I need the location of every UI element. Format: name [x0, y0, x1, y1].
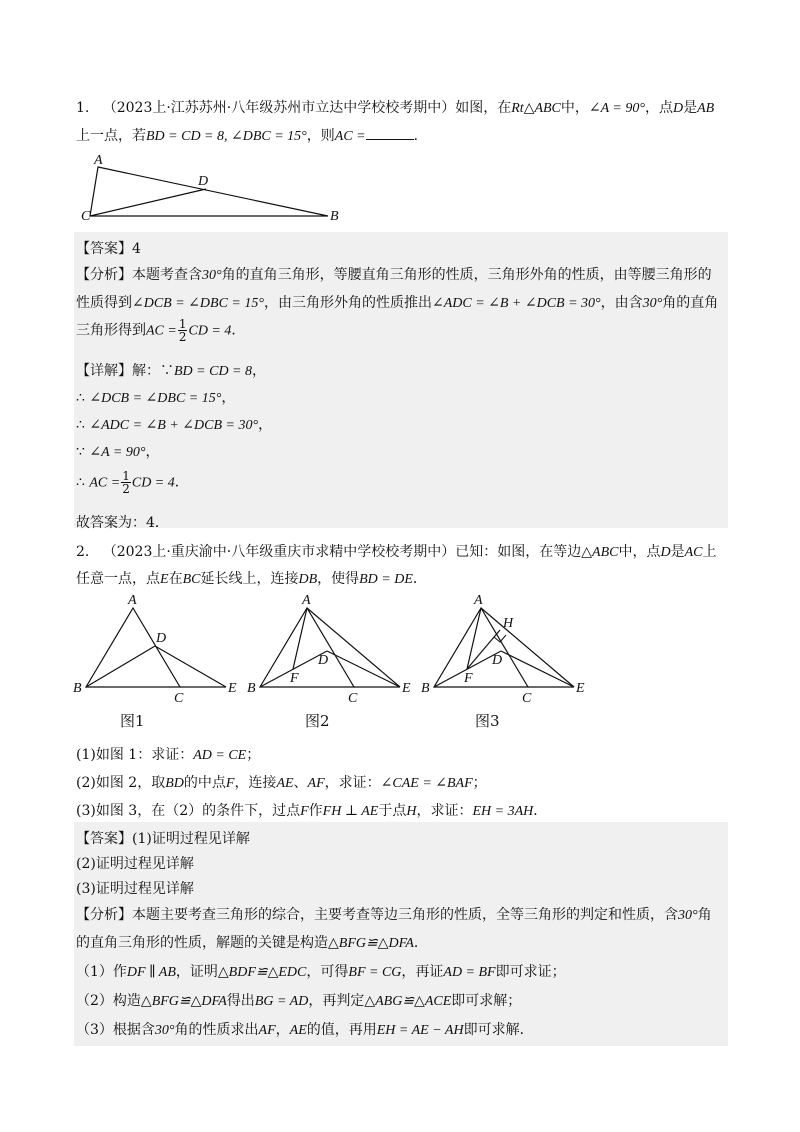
q2-text: 作	[308, 803, 323, 819]
analysis-equation: △BFG≌△DFA	[328, 936, 414, 951]
fig1-triangle-abc	[86, 608, 180, 687]
analysis-equation: ∠DCB = ∠DBC = 15°	[132, 296, 264, 311]
q2-text: 在	[168, 571, 183, 587]
detail-equation: CD = 4	[131, 475, 175, 491]
fig3-label-f: F	[464, 671, 473, 686]
q1-label-a: A	[94, 153, 103, 168]
fig3-label-h: H	[503, 616, 514, 631]
fig3-label-e: E	[576, 681, 585, 696]
q2-equation: ∠CAE = ∠BAF	[380, 776, 473, 791]
q1-ask: AC =	[334, 129, 366, 144]
q1-label-c: C	[81, 209, 91, 224]
therefore-symbol: ∴	[76, 390, 85, 406]
q2-segment: AC	[684, 545, 703, 560]
q1-angle-a: ∠A = 90°	[588, 101, 645, 116]
q2-point: F	[300, 804, 309, 819]
step-segment: AF	[258, 1023, 276, 1038]
analysis-equation: CD = 4	[188, 323, 232, 339]
answer-blank	[366, 127, 414, 140]
q2-part2	[76, 772, 487, 792]
conclusion-text: 故答案为：4．	[76, 515, 169, 531]
fig1-caption: 图1	[120, 712, 145, 730]
q1-analysis-line2	[76, 292, 718, 312]
q1-segment-cd	[90, 189, 206, 216]
step-text: ，证明	[175, 964, 218, 980]
analysis-text: 角的直角	[662, 295, 719, 311]
q2-segment: AF	[307, 776, 325, 791]
detail-equation: ∠A = 90°	[89, 445, 146, 460]
q2-number: 2.	[76, 544, 90, 560]
detail-text: ．	[174, 474, 189, 491]
q2-text: ；	[246, 747, 261, 763]
step-text: 即可求解；	[451, 993, 522, 1009]
q2-text: ．	[412, 571, 427, 587]
detail-text: ，	[145, 444, 160, 460]
q1-point: D	[672, 101, 684, 116]
fig1-label-b: B	[73, 681, 82, 696]
fig2-segment-ae	[307, 608, 400, 687]
analysis-text: 三角形得到	[76, 322, 146, 339]
step-degree: 30°	[154, 1023, 175, 1038]
analysis-text: 本题考查含	[132, 267, 202, 283]
q2-text: 中，点	[618, 544, 661, 560]
answer-value: 4	[132, 241, 141, 257]
q1-stem-line1	[76, 97, 714, 117]
q1-stem-line2	[76, 125, 428, 145]
analysis-text: ，由三角形外角的性质推出	[263, 295, 432, 311]
fig1-segment-de	[155, 646, 226, 687]
q2-text: 已知：如图，在等边	[455, 544, 582, 560]
analysis-text: ．	[413, 935, 428, 951]
step-text: ，	[275, 1022, 290, 1038]
q1-label-d: D	[198, 174, 209, 189]
fig3-label-a: A	[474, 593, 483, 608]
q2-text: (3)如图 3，在（2）的条件下，过点	[76, 803, 301, 819]
detail-text: ，	[221, 390, 236, 406]
q1-text: ，点	[644, 100, 673, 116]
step-equation: DF ∥ AB	[126, 965, 176, 980]
analysis-equation: AC =	[146, 323, 177, 339]
analysis-text: ．	[231, 322, 246, 339]
answer-tag: 【答案】	[76, 241, 132, 257]
q2-text: ；	[472, 775, 487, 791]
analysis-text: 本题主要考查三角形的综合，主要考查等边三角形的性质，全等三角形的判定和性质，含	[132, 907, 678, 923]
answer-value: (1)证明过程见详解	[132, 831, 250, 847]
q2-equation: AD = CE	[193, 748, 247, 763]
q2-text: ，求证：	[416, 803, 473, 819]
q2-text: (1)如图 1：求证：	[76, 747, 194, 763]
q2-triangle: △ABC	[581, 545, 619, 560]
q1-detail-line3	[76, 414, 272, 434]
q1-detail-line5	[76, 470, 189, 495]
detail-equation: ∠DCB = ∠DBC = 15°	[89, 391, 222, 406]
fig2-label-c: C	[348, 691, 358, 702]
q1-label-b: B	[330, 209, 339, 224]
q2-equation: FH ⊥ AE	[322, 804, 379, 819]
detail-text: ，	[252, 363, 267, 379]
q1-analysis-line3	[76, 318, 245, 343]
q2-point: F	[225, 776, 235, 791]
answer-value: (2)证明过程见详解	[76, 856, 194, 872]
q2-stem-line1	[76, 541, 716, 561]
fig3-caption: 图3	[475, 712, 500, 730]
step-text: 角的性质求出	[174, 1022, 259, 1038]
q2-segment: BC	[182, 572, 201, 587]
q1-source: （2023上·江苏苏州·八年级苏州市立达中学校校考期中）	[102, 100, 456, 116]
fig2-label-a: A	[302, 593, 311, 608]
q2-text: 的中点	[183, 775, 226, 791]
answer-value: (3)证明过程见详解	[76, 881, 194, 897]
step-text: ，可得	[306, 964, 349, 980]
q2-segment: AE	[276, 776, 294, 791]
q2-source: （2023上·重庆渝中·八年级重庆市求精中学校校考期中）	[102, 544, 456, 560]
q1-answer	[76, 238, 141, 258]
fraction-numerator: 1	[178, 317, 187, 331]
q1-text: ，则	[306, 128, 335, 144]
fig1-label-e: E	[228, 681, 237, 696]
q2-stem-line2	[76, 568, 427, 588]
fig2-label-e: E	[402, 681, 411, 696]
fig2-segment-af	[293, 608, 307, 669]
step-text: （1）作	[76, 964, 127, 980]
q2-text: (2)如图 2，取	[76, 775, 166, 791]
detail-text: 解：∵	[132, 363, 174, 379]
q2-text: ．	[533, 803, 548, 819]
q2-figure-2	[240, 590, 420, 702]
fig2-caption: 图2	[305, 712, 330, 730]
analysis-tag: 【分析】	[76, 267, 132, 283]
q2-analysis-line2	[76, 932, 428, 952]
detail-text: ，	[258, 417, 273, 433]
fig1-label-d: D	[156, 631, 167, 646]
step-text: （3）根据含	[76, 1022, 155, 1038]
q2-point: E	[160, 572, 169, 587]
analysis-tag: 【分析】	[76, 907, 132, 923]
q2-segment: DB	[298, 572, 318, 587]
q2-part3	[76, 800, 547, 820]
step-text: 即可求解．	[463, 1022, 534, 1038]
q2-equation: EH = 3AH	[472, 804, 534, 819]
q2-step1	[76, 961, 566, 981]
step-equation: △BDF≌△EDC	[217, 965, 307, 980]
q1-text: ．	[413, 128, 428, 144]
q2-text: 是	[670, 544, 685, 560]
step-equation: △ABG≌△ACE	[364, 994, 452, 1009]
q2-equation: BD = DE	[359, 572, 413, 587]
q1-detail-line4	[76, 441, 159, 461]
q2-answer-1	[76, 828, 250, 848]
analysis-text: 角	[697, 907, 712, 923]
step-text: （2）构造	[76, 993, 141, 1009]
fig3-label-b: B	[421, 681, 430, 696]
fig2-triangle-abc	[260, 608, 354, 687]
fig3-label-c: C	[522, 691, 532, 702]
q2-point: H	[406, 804, 417, 819]
q1-text: 如图，在	[455, 100, 512, 116]
step-equation: △BFG≌△DFA	[140, 994, 227, 1009]
detail-equation: AC =	[89, 475, 121, 491]
q1-number: 1.	[76, 100, 90, 116]
step-equation: EH = AE − AH	[376, 1023, 464, 1038]
analysis-text: 的直角三角形的性质，解题的关键是构造	[76, 935, 328, 951]
fig2-label-b: B	[247, 681, 256, 696]
q2-point: D	[660, 545, 671, 560]
step-text: 的值，再用	[306, 1022, 377, 1038]
q2-part1	[76, 744, 260, 764]
q2-segment: BD	[165, 776, 184, 791]
step-text: ，再证	[401, 964, 444, 980]
q2-text: 任意一点，点	[76, 571, 160, 587]
step-equation: BG = AD	[254, 994, 309, 1009]
q1-text: 上一点，若	[76, 128, 146, 144]
q1-text: 中，	[560, 100, 589, 116]
q2-text: 上	[702, 544, 717, 560]
q1-condition: BD = CD = 8, ∠DBC = 15°	[146, 129, 307, 144]
analysis-degree: 30°	[678, 908, 698, 923]
q1-segment: AB	[697, 101, 715, 116]
q2-answer-2	[76, 853, 194, 873]
detail-equation: ∠ADC = ∠B + ∠DCB = 30°	[89, 418, 259, 433]
therefore-symbol: ∴	[76, 417, 85, 433]
analysis-equation: ∠ADC = ∠B + ∠DCB = 30°	[431, 296, 601, 311]
q1-figure	[80, 150, 360, 225]
q1-conclusion	[76, 512, 169, 532]
fig3-label-d: D	[492, 653, 503, 668]
q1-detail-line2	[76, 387, 235, 407]
fig1-label-c: C	[174, 691, 184, 702]
q2-step2	[76, 990, 521, 1010]
analysis-text: 性质得到	[76, 295, 132, 311]
step-text: 得出	[226, 993, 255, 1009]
q1-analysis-line1	[76, 264, 712, 284]
q2-text: 于点	[378, 803, 407, 819]
fig3-segment-ae	[481, 608, 574, 687]
q2-text: ，使得	[317, 571, 360, 587]
q2-figure-3	[414, 590, 594, 702]
q1-text: 是	[683, 100, 698, 116]
q2-step3	[76, 1019, 534, 1039]
therefore-symbol: ∴	[76, 474, 85, 491]
fraction-one-half	[121, 470, 131, 495]
fig3-triangle-abc	[434, 608, 528, 687]
fig1-label-a: A	[128, 593, 137, 608]
q2-text: ，求证：	[324, 775, 381, 791]
q1-detail-line1	[76, 360, 266, 380]
fig1-segment-bd	[86, 646, 155, 687]
step-segment: AE	[289, 1023, 307, 1038]
detail-equation: BD = CD = 8	[174, 364, 253, 379]
fraction-denominator: 2	[122, 482, 130, 496]
q1-triangle: Rt△ABC	[511, 101, 561, 116]
because-symbol: ∵	[76, 444, 85, 460]
q2-answer-3	[76, 878, 194, 898]
step-text: ，再判定	[308, 993, 365, 1009]
step-text: 即可求证；	[495, 964, 566, 980]
fig2-label-d: D	[318, 653, 329, 668]
step-equation: AD = BF	[443, 965, 496, 980]
analysis-text: 角的直角三角形，等腰直角三角形的性质，三角形外角的性质，由等腰三角形的	[221, 267, 712, 283]
q2-analysis-line1	[76, 904, 712, 924]
q2-text: 延长线上，连接	[200, 571, 299, 587]
analysis-degree: 30°	[202, 268, 222, 283]
detail-tag: 【详解】	[76, 363, 132, 379]
fraction-numerator: 1	[122, 469, 130, 483]
fraction-denominator: 2	[178, 330, 187, 344]
step-equation: BF = CG	[348, 965, 402, 980]
answer-tag: 【答案】	[76, 831, 132, 847]
fig2-label-f: F	[290, 671, 299, 686]
q1-triangle-abc	[90, 167, 328, 216]
fraction-one-half	[178, 318, 188, 343]
analysis-text: ，由含	[600, 295, 643, 311]
q2-text: 、	[293, 775, 308, 791]
q2-text: ，连接	[234, 775, 277, 791]
analysis-degree: 30°	[642, 296, 663, 311]
q2-figure-1	[66, 590, 246, 702]
